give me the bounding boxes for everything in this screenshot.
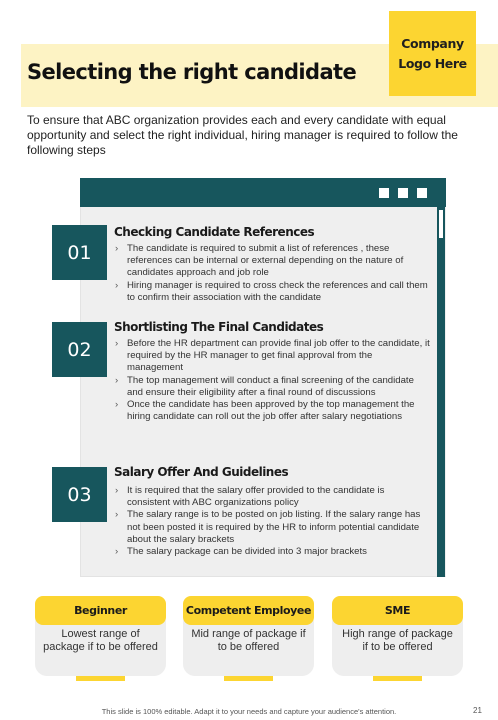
card-text: Mid range of package if to be offered <box>191 628 306 653</box>
bullet-item: › Once the candidate has been approved by the top management the hiring candidate can roll out the job offer after salary negotiations <box>114 399 430 423</box>
bracket-card-competent <box>183 596 314 684</box>
page-number: 21 <box>473 706 482 715</box>
card-text: High range of package if to be offered <box>342 628 453 653</box>
page-title: Selecting the right candidate <box>27 60 357 84</box>
bracket-card-beginner <box>35 596 166 684</box>
step-title: Salary Offer And Guidelines <box>114 465 289 479</box>
bullet-item: › Before the HR department can provide final job offer to the candidate, it required by the HR manager to get final approval from the management <box>114 338 430 375</box>
window-button-icon <box>417 188 427 198</box>
footer-note: This slide is 100% editable. Adapt it to your needs and capture your audience's attention. <box>101 707 397 716</box>
bullet-item: › The top management will conduct a final screening of the candidate and ensure their eligibility after a final round of discussions <box>114 375 430 399</box>
card-title: Beginner <box>35 596 166 625</box>
step-number-badge: 03 <box>52 467 107 522</box>
company-logo <box>389 11 476 96</box>
step-title: Shortlisting The Final Candidates <box>114 320 324 334</box>
bullet-item: › The candidate is required to submit a list of references , these references can be internal or external depending on the nature of candidates approach and job role <box>114 243 430 280</box>
card-title: Competent Employee <box>183 596 314 625</box>
panel-title-bar <box>80 178 446 208</box>
step-number-badge: 01 <box>52 225 107 280</box>
card-tab <box>373 676 422 681</box>
scrollbar-track <box>437 207 445 577</box>
window-button-icon <box>379 188 389 198</box>
bullet-item: › The salary range is to be posted on job listing. If the salary range has not been posted it is required by the HR to inform potential candidate about the salary brackets <box>114 509 430 546</box>
bracket-card-sme <box>332 596 463 684</box>
bullet-item: › It is required that the salary offer provided to the candidate is consistent with ABC organizations policy <box>114 485 430 509</box>
card-text: Lowest range of package if to be offered <box>43 628 158 653</box>
logo-line-1: Company <box>401 35 464 51</box>
window-button-icon <box>398 188 408 198</box>
step-bullets <box>114 338 430 423</box>
scrollbar-thumb <box>439 210 443 238</box>
card-title: SME <box>332 596 463 625</box>
bullet-item: › Hiring manager is required to cross check the references and call them to confirm their association with the candidate <box>114 280 430 304</box>
step-bullets <box>114 243 430 304</box>
card-tab <box>76 676 125 681</box>
step-title: Checking Candidate References <box>114 225 315 239</box>
step-bullets <box>114 485 430 558</box>
step-number-badge: 02 <box>52 322 107 377</box>
logo-line-2: Logo Here <box>398 55 467 71</box>
bullet-item: › The salary package can be divided into 3 major brackets <box>114 546 430 558</box>
intro-paragraph: To ensure that ABC organization provides each and every candidate with equal opportunity and select the right individual, hiring manager is required to follow the following steps <box>27 113 458 157</box>
card-tab <box>224 676 273 681</box>
